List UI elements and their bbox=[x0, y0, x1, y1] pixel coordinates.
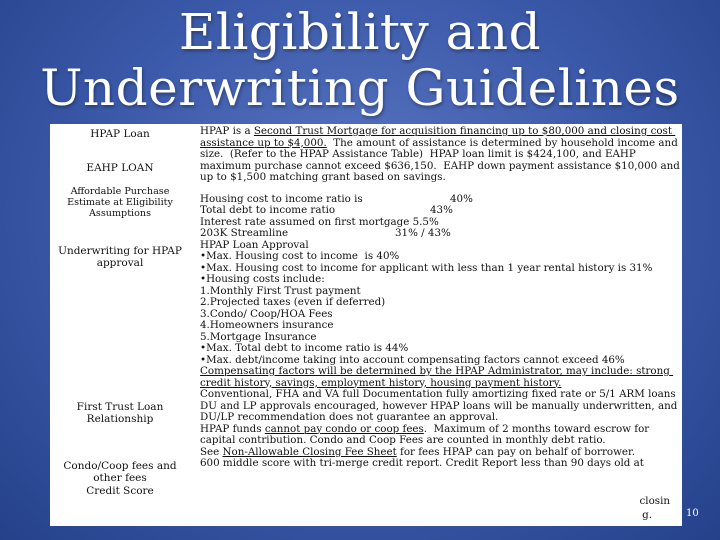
hpap-underlined: Second Trust Mortgage for acquisition financing up to $80,000 and closing cost assistance up to $4,000. bbox=[200, 125, 676, 149]
approval-line: 1.Monthly First Trust payment bbox=[200, 284, 361, 297]
condo-pre: HPAP funds bbox=[200, 422, 265, 435]
closing-word-part-1: closin bbox=[639, 495, 670, 507]
ratio-value: 40% bbox=[450, 192, 473, 205]
see-pre: See bbox=[200, 445, 223, 458]
label-credit-score: Credit Score bbox=[86, 485, 154, 497]
approval-line: •Max. debt/income taking into account compensating factors cannot exceed 46% bbox=[200, 353, 625, 366]
right-content-column bbox=[200, 125, 684, 470]
approval-line: •Max. Total debt to income ratio is 44% bbox=[200, 342, 409, 354]
left-labels-column bbox=[50, 124, 190, 526]
approval-line: HPAP Loan Approval bbox=[200, 238, 309, 251]
credit-score-text: 600 middle score with tri-merge credit report. Credit Report less than 90 days old at bbox=[200, 457, 644, 469]
ratio-row bbox=[200, 228, 680, 240]
ratio-label: Housing cost to income ratio is bbox=[200, 192, 363, 205]
slide-title bbox=[0, 4, 720, 116]
ratio-label: 203K Streamline bbox=[200, 227, 289, 239]
ratio-label: Total debt to income ratio bbox=[200, 204, 336, 216]
condo-post: . Maximum of 2 months toward escrow for capital contribution. Condo and Coop Fees are counted in monthly debt ratio. bbox=[200, 422, 653, 446]
spacer bbox=[200, 184, 680, 194]
label-hpap-loan: HPAP Loan bbox=[90, 128, 150, 140]
approval-line: 5.Mortgage Insurance bbox=[200, 330, 317, 343]
slide-number: 10 bbox=[686, 508, 699, 519]
label-underwriting: Underwriting for HPAP approval bbox=[58, 245, 182, 269]
closing-word-part-2: g. bbox=[642, 509, 652, 521]
condo-fees-text bbox=[200, 424, 680, 447]
hpap-paragraph bbox=[200, 125, 684, 184]
ratio-value: 43% bbox=[430, 204, 453, 216]
hpap-post: The amount of assistance is determined by household income and size. (Refer to the HPAP Assistance Table) HPAP loan limit is $424,100, and EAHP maximum purchase cannot exceed $636,150. EAHP down payment assistance $10,000 and up to $1,500 matching grant based on savings. bbox=[200, 136, 684, 183]
label-first-trust: First Trust Loan Relationship bbox=[76, 401, 164, 425]
ratio-value: 5.5% bbox=[412, 215, 439, 228]
label-affordable-purchase: Affordable Purchase Estimate at Eligibility Assumptions bbox=[67, 186, 173, 219]
content-table bbox=[50, 124, 682, 526]
du-lp-text: DU and LP approvals encouraged, however HPAP loans will be manually underwritten, and DU/LP recommendation does not guarantee an approval. bbox=[200, 399, 681, 423]
title-line-1: Eligibility and bbox=[178, 3, 542, 61]
label-condo-coop-fees: Condo/Coop fees and other fees bbox=[63, 460, 177, 484]
ratio-value: 31% / 43% bbox=[395, 227, 451, 239]
label-eahp-loan: EAHP LOAN bbox=[86, 162, 154, 174]
hpap-pre: HPAP is a bbox=[200, 125, 254, 137]
approval-line: •Max. Housing cost to income is 40% bbox=[200, 250, 400, 262]
first-trust-text: Conventional, FHA and VA full Documentation fully amortizing fixed rate or 5/1 ARM loans bbox=[200, 388, 676, 400]
see-post: for fees HPAP can pay on behalf of borrower. bbox=[396, 445, 636, 458]
approval-line: 4.Homeowners insurance bbox=[200, 319, 334, 331]
ratio-label: Interest rate assumed on first mortgage bbox=[200, 215, 410, 228]
condo-underlined: cannot pay condo or coop fees bbox=[264, 422, 424, 435]
fee-sheet-link[interactable]: Non-Allowable Closing Fee Sheet bbox=[222, 445, 397, 458]
compensating-factors: Compensating factors will be determined by the HPAP Administrator, may include: strong credit history, savings, employment history, housing payment history. bbox=[200, 365, 674, 389]
approval-line: 3.Condo/ Coop/HOA Fees bbox=[200, 307, 333, 320]
approval-line: •Max. Housing cost to income for applicant with less than 1 year rental history is 31% bbox=[200, 261, 653, 274]
title-line-2: Underwriting Guidelines bbox=[40, 59, 680, 117]
approval-line: 2.Projected taxes (even if deferred) bbox=[200, 296, 386, 308]
ratio-row bbox=[200, 205, 680, 217]
approval-line: •Housing costs include: bbox=[200, 273, 325, 285]
